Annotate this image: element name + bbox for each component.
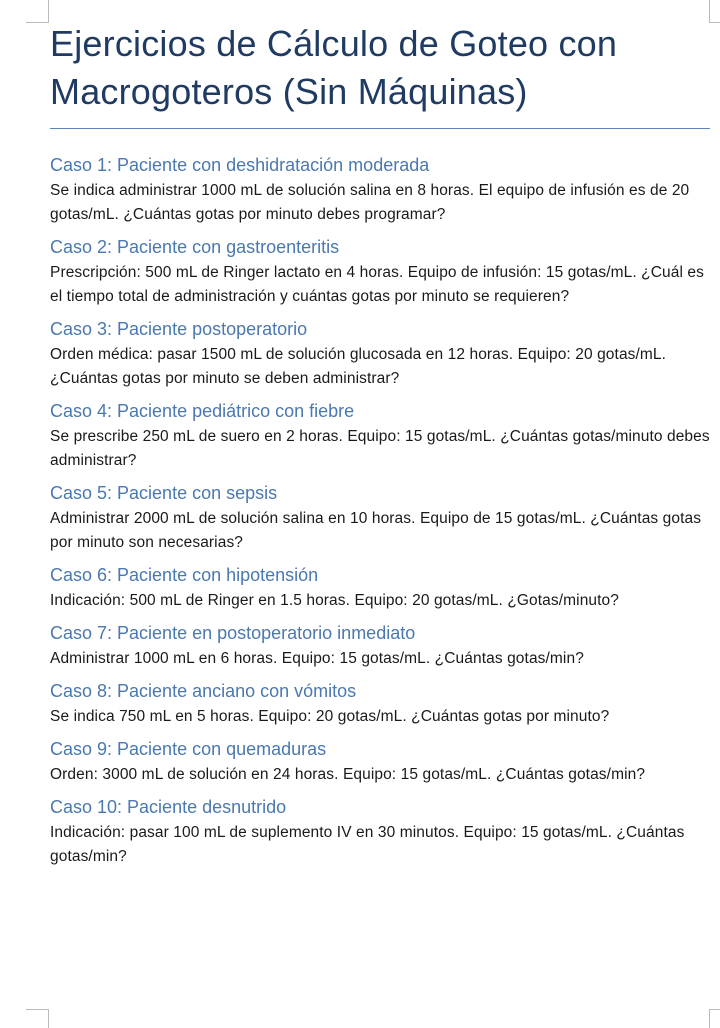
case-item	[50, 398, 710, 473]
page-title: Ejercicios de Cálculo de Goteo con Macrogoteros (Sin Máquinas)	[50, 23, 618, 112]
case-text: Orden: 3000 mL de solución en 24 horas. Equipo: 15 gotas/mL. ¿Cuántas gotas/min?	[50, 766, 646, 783]
page-corner-mark-top-left	[26, 0, 49, 23]
document-page	[50, 20, 710, 876]
case-text: Indicación: 500 mL de Ringer en 1.5 horas. Equipo: 20 gotas/mL. ¿Gotas/minuto?	[50, 592, 620, 609]
case-item	[50, 678, 710, 729]
case-heading: Caso 3: Paciente postoperatorio	[50, 319, 308, 339]
case-item	[50, 562, 710, 613]
case-heading: Caso 5: Paciente con sepsis	[50, 483, 278, 503]
case-text: Administrar 2000 mL de solución salina en 10 horas. Equipo de 15 gotas/mL. ¿Cuántas gotas por minuto son necesarias?	[50, 510, 702, 551]
case-heading: Caso 1: Paciente con deshidratación moderada	[50, 155, 430, 175]
case-item	[50, 794, 710, 869]
page-corner-mark-bottom-left	[26, 1009, 49, 1028]
case-item	[50, 316, 710, 391]
case-heading: Caso 2: Paciente con gastroenteritis	[50, 237, 340, 257]
page-corner-mark-top-right	[709, 0, 720, 23]
case-item	[50, 736, 710, 787]
case-item	[50, 234, 710, 309]
case-heading: Caso 7: Paciente en postoperatorio inmediato	[50, 623, 416, 643]
case-text: Indicación: pasar 100 mL de suplemento IV en 30 minutos. Equipo: 15 gotas/mL. ¿Cuántas gotas/min?	[50, 824, 685, 865]
case-heading: Caso 4: Paciente pediátrico con fiebre	[50, 401, 355, 421]
case-text: Administrar 1000 mL en 6 horas. Equipo: 15 gotas/mL. ¿Cuántas gotas/min?	[50, 650, 584, 667]
case-heading: Caso 8: Paciente anciano con vómitos	[50, 681, 357, 701]
case-list	[50, 152, 710, 869]
case-item	[50, 480, 710, 555]
case-text: Se indica 750 mL en 5 horas. Equipo: 20 gotas/mL. ¿Cuántas gotas por minuto?	[50, 708, 610, 725]
case-text: Se prescribe 250 mL de suero en 2 horas. Equipo: 15 gotas/mL. ¿Cuántas gotas/minuto debes administrar?	[50, 428, 710, 469]
title-divider	[50, 128, 710, 129]
page-corner-mark-bottom-right	[709, 1009, 720, 1028]
case-text: Se indica administrar 1000 mL de solución salina en 8 horas. El equipo de infusión es de 20 gotas/mL. ¿Cuántas gotas por minuto debes programar?	[50, 182, 690, 223]
case-heading: Caso 10: Paciente desnutrido	[50, 797, 287, 817]
case-heading: Caso 9: Paciente con quemaduras	[50, 739, 327, 759]
case-item	[50, 620, 710, 671]
case-text: Prescripción: 500 mL de Ringer lactato en 4 horas. Equipo de infusión: 15 gotas/mL. ¿Cuál es el tiempo total de administración y cuántas gotas por minuto se requieren?	[50, 264, 704, 305]
case-text: Orden médica: pasar 1500 mL de solución glucosada en 12 horas. Equipo: 20 gotas/mL. ¿Cuántas gotas por minuto se deben administrar?	[50, 346, 667, 387]
case-item	[50, 152, 710, 227]
case-heading: Caso 6: Paciente con hipotensión	[50, 565, 319, 585]
